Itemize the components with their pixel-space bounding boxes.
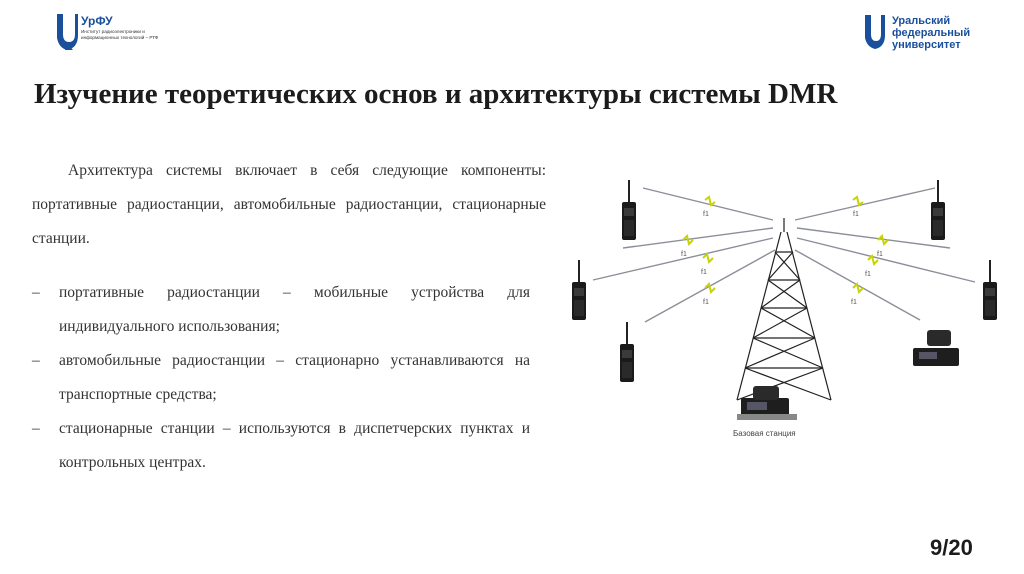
component-list <box>32 276 530 480</box>
freq-label: f1 <box>703 211 709 218</box>
freq-label: f1 <box>853 211 859 218</box>
urfu-logo-icon <box>864 14 886 50</box>
freq-label: f1 <box>681 251 687 258</box>
vehicle-radio-icon <box>913 330 959 366</box>
freq-label: f1 <box>877 251 883 258</box>
logo-brand: УрФУ <box>81 14 113 28</box>
urfu-rtf-logo <box>55 12 175 60</box>
freq-label: f1 <box>851 299 857 306</box>
intro-paragraph: Архитектура системы включает в себя следующие компоненты: портативные радиостанции, автомобильные радиостанции, стационарные станции. <box>32 162 546 247</box>
list-item-text: автомобильные радиостанции – стационарно устанавливаются на транспортные средства; <box>59 352 530 403</box>
dmr-architecture-diagram <box>565 170 1010 445</box>
signal-links <box>593 188 975 322</box>
urfu-logo-icon <box>55 12 79 52</box>
urfu-university-logo <box>864 14 994 54</box>
page-number: 9/20 <box>930 535 973 560</box>
portable-radio-icon <box>622 180 636 240</box>
bullet-dash: – <box>32 352 40 369</box>
base-station-label: Базовая станция <box>733 429 796 438</box>
university-name-line-2: федеральный <box>892 27 971 39</box>
portable-radio-icon <box>620 322 634 382</box>
bullet-dash: – <box>32 284 40 301</box>
portable-radio-icon <box>983 260 997 320</box>
base-station-tower-icon <box>737 218 831 400</box>
list-item-text: портативные радиостанции – мобильные устройства для индивидуального использования; <box>59 284 530 335</box>
university-name-line-3: университет <box>892 39 961 51</box>
base-station-radio-icon <box>737 386 797 420</box>
list-item <box>32 276 530 344</box>
freq-label: f1 <box>703 299 709 306</box>
slide-title: Изучение теоретических основ и архитектуры системы DMR <box>34 78 838 110</box>
list-item-text: стационарные станции – используются в диспетчерских пунктах и контрольных центрах. <box>59 420 530 471</box>
portable-radio-icon <box>572 260 586 320</box>
bullet-dash: – <box>32 420 40 437</box>
list-item <box>32 412 530 480</box>
freq-label: f1 <box>701 269 707 276</box>
university-name-line-1: Уральский <box>892 15 951 27</box>
logo-subtitle: Институт радиоэлектроники и информационных технологий – РТФ <box>81 29 159 40</box>
freq-label: f1 <box>865 271 871 278</box>
list-item <box>32 344 530 412</box>
university-name <box>892 15 970 51</box>
